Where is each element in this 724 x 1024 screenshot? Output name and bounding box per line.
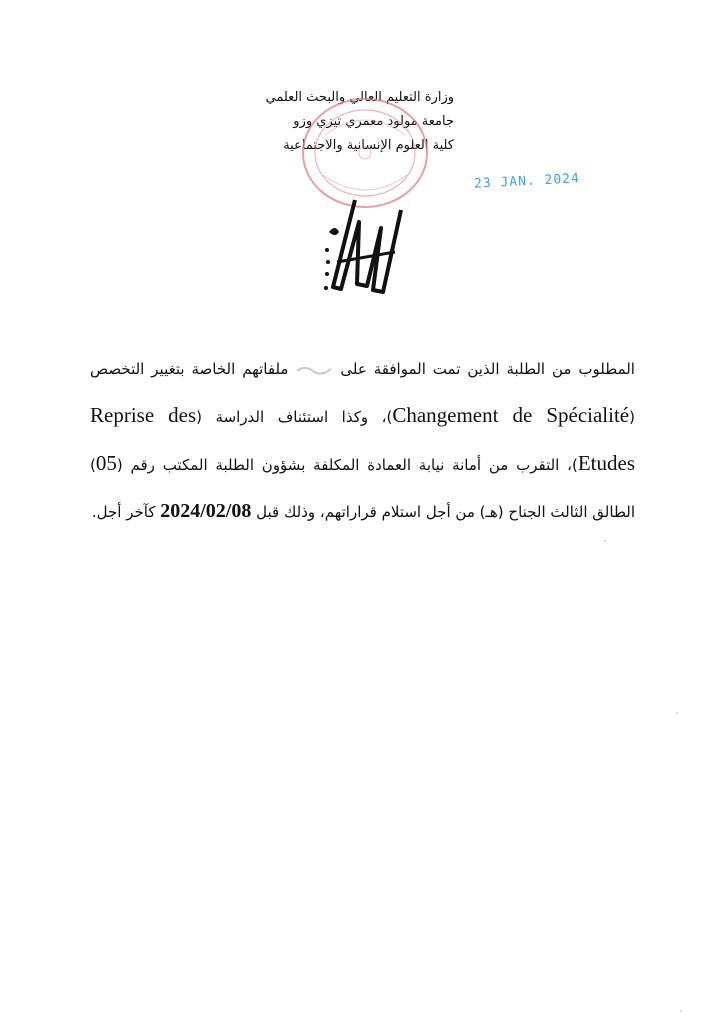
date-received-stamp: 23 JAN. 2024: [473, 171, 581, 192]
university-line: جامعة مولود معمري تيزي وزو: [293, 114, 454, 129]
faculty-line: كلية العلوم الإنسانية والاجتماعية: [283, 138, 454, 153]
signature-icon: [315, 192, 410, 302]
notice-text-3: )، وكذا استئناف الدراسة (: [196, 408, 393, 426]
deadline-date: 2024/02/08: [160, 500, 252, 522]
scan-speck: [676, 712, 678, 714]
scan-speck: [604, 540, 606, 542]
changement-term: Changement de Spécialité: [392, 403, 630, 427]
notice-text-1: المطلوب من الطلبة الذين تمت الموافقة على: [340, 360, 635, 378]
notice-text-4: )، التقرب من أمانة نيابة العمادة المكلفة بشؤون الطلبة المكتب رقم (: [116, 456, 578, 474]
notice-paragraph: [90, 346, 635, 535]
notice-text-5: ) الطالق الثالث الجناح (هـ) من أجل استلام قراراتهم، وذلك قبل: [90, 456, 635, 521]
reprise-term: Reprise des Etudes: [90, 403, 635, 475]
scan-speck: [680, 1010, 682, 1012]
ink-smudge-icon: [295, 365, 333, 375]
office-number: 05: [95, 451, 117, 475]
notice-text-6: كآخر أجل.: [91, 503, 156, 521]
notice-text-2: ملفاتهم الخاصة بتغيير التخصص (: [90, 360, 635, 426]
ministry-line: وزارة التعليم العالي والبحث العلمي: [265, 90, 454, 105]
